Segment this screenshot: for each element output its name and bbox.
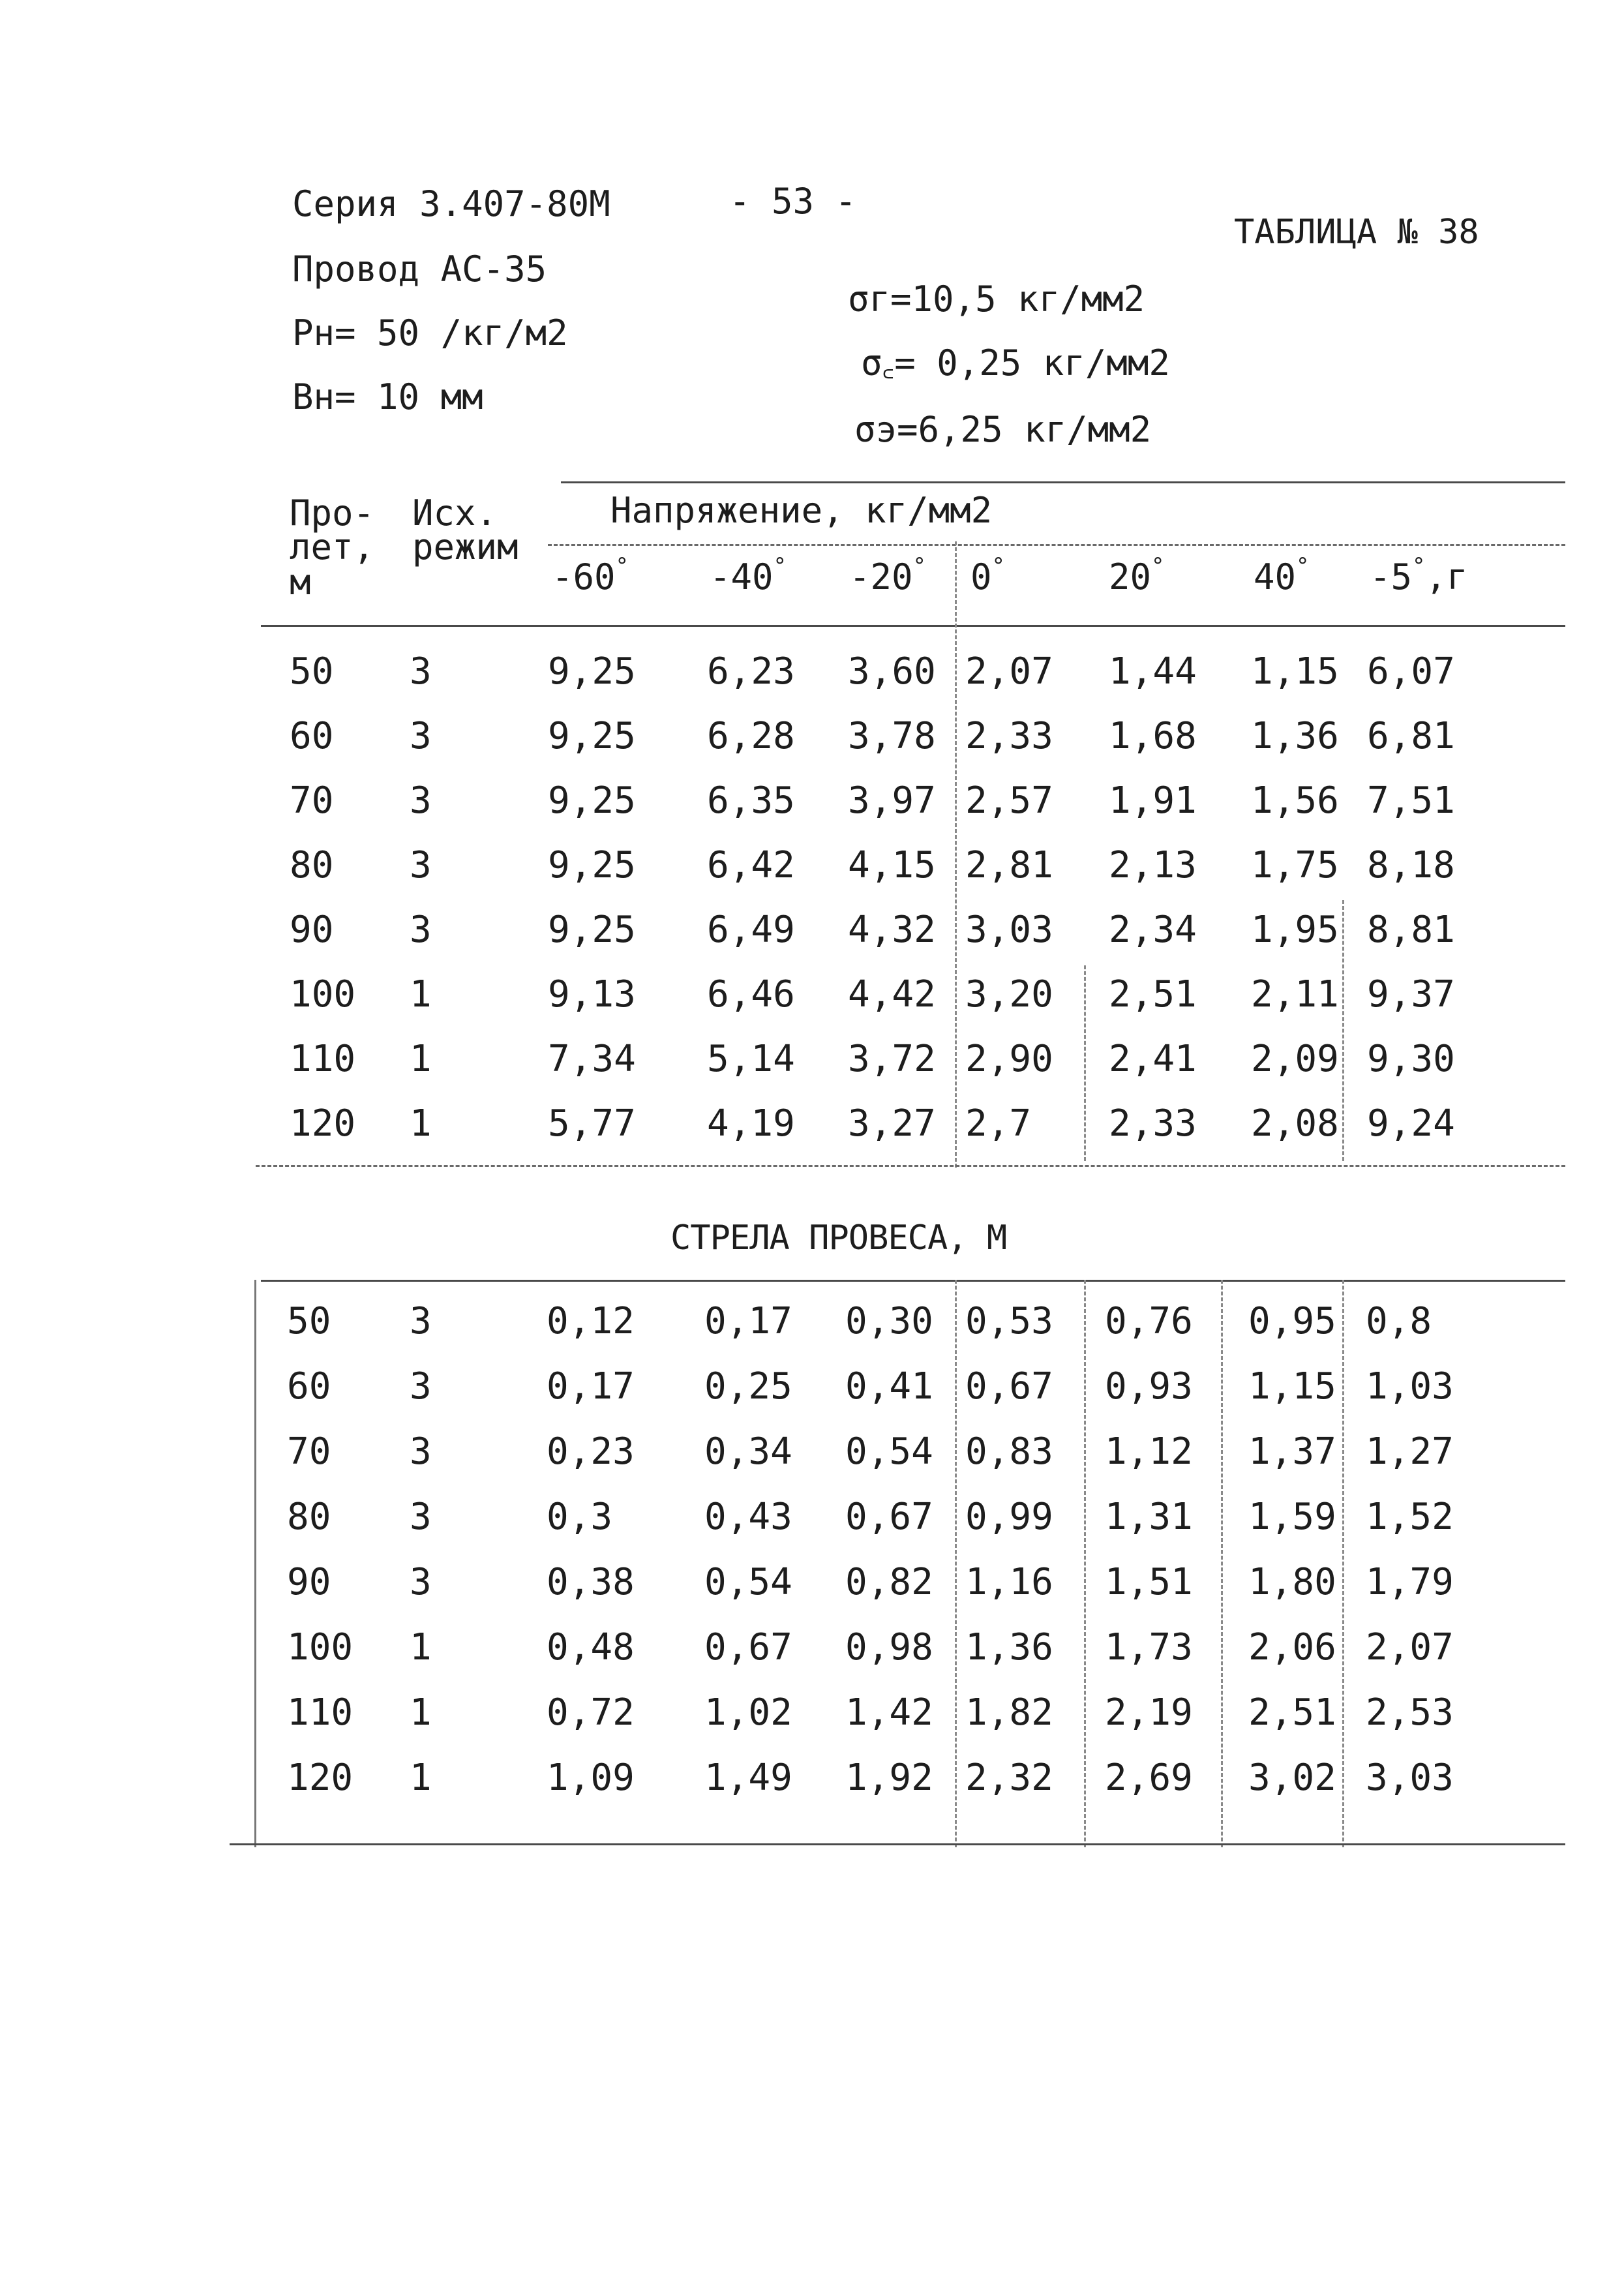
sag-value-cell: 2,69: [1105, 1757, 1193, 1799]
stress-value-cell: 6,35: [707, 779, 795, 822]
sag-value-cell: 1,79: [1366, 1561, 1454, 1603]
sag-value-cell: 0,67: [965, 1365, 1053, 1408]
stress-span-cell: 120: [290, 1102, 356, 1145]
stress-value-cell: 1,15: [1251, 650, 1339, 693]
sag-value-cell: 1,80: [1248, 1561, 1336, 1603]
sigma-e-param: σэ=6,25 кг/мм2: [854, 409, 1152, 450]
sag-value-cell: 0,48: [547, 1626, 635, 1669]
sag-value-cell: 0,38: [547, 1561, 635, 1603]
stress-value-cell: 2,13: [1109, 844, 1197, 886]
stress-value-cell: 2,51: [1109, 973, 1197, 1016]
stress-value-cell: 1,36: [1251, 715, 1339, 757]
stress-subheader-rule: [548, 544, 1565, 546]
stress-mode-cell: 3: [410, 650, 432, 693]
stress-value-cell: 6,49: [707, 909, 795, 951]
sag-separator-20deg: [1084, 1280, 1086, 1847]
stress-value-cell: 2,07: [965, 650, 1053, 693]
sag-value-cell: 0,99: [965, 1496, 1053, 1538]
sag-value-cell: 0,54: [704, 1561, 792, 1603]
sag-value-cell: 0,83: [965, 1430, 1053, 1473]
sag-separator-0deg: [955, 1280, 957, 1847]
stress-span-cell: 110: [290, 1038, 356, 1080]
sag-mode-cell: 3: [410, 1365, 432, 1408]
sag-value-cell: 0,17: [547, 1365, 635, 1408]
sag-value-cell: 0,67: [704, 1626, 792, 1669]
column-separator-m5deg: [1342, 900, 1344, 1161]
sag-value-cell: 3,02: [1248, 1757, 1336, 1799]
stress-value-cell: 9,25: [548, 844, 636, 886]
stress-value-cell: 4,19: [707, 1102, 795, 1145]
sag-value-cell: 0,17: [704, 1300, 792, 1342]
sag-value-cell: 1,52: [1366, 1496, 1454, 1538]
stress-value-cell: 3,03: [965, 909, 1053, 951]
stress-value-cell: 5,14: [707, 1038, 795, 1080]
stress-value-cell: 6,23: [707, 650, 795, 693]
stress-value-cell: 2,41: [1109, 1038, 1197, 1080]
header-bottom-rule: [261, 625, 1565, 627]
stress-span-cell: 80: [290, 844, 334, 886]
stress-value-cell: 6,28: [707, 715, 795, 757]
stress-value-cell: 6,07: [1367, 650, 1455, 693]
stress-value-cell: 1,56: [1251, 779, 1339, 822]
sag-value-cell: 2,19: [1105, 1691, 1193, 1734]
temp-header-20: 20°: [1109, 553, 1165, 597]
sag-span-cell: 110: [287, 1691, 353, 1734]
sag-span-cell: 90: [287, 1561, 331, 1603]
sag-value-cell: 1,59: [1248, 1496, 1336, 1538]
sag-value-cell: 1,73: [1105, 1626, 1193, 1669]
stress-value-cell: 2,34: [1109, 909, 1197, 951]
sag-value-cell: 1,09: [547, 1757, 635, 1799]
stress-value-cell: 6,81: [1367, 715, 1455, 757]
stress-value-cell: 2,90: [965, 1038, 1053, 1080]
stress-value-cell: 2,08: [1251, 1102, 1339, 1145]
sag-value-cell: 3,03: [1366, 1757, 1454, 1799]
sag-value-cell: 1,82: [965, 1691, 1053, 1734]
column-separator-0deg: [955, 541, 957, 1168]
stress-value-cell: 6,46: [707, 973, 795, 1016]
stress-span-cell: 90: [290, 909, 334, 951]
sag-value-cell: 0,67: [845, 1496, 933, 1538]
stress-value-cell: 3,20: [965, 973, 1053, 1016]
sag-bottom-rule: [230, 1843, 1565, 1845]
sag-value-cell: 1,12: [1105, 1430, 1193, 1473]
sag-value-cell: 1,15: [1248, 1365, 1336, 1408]
sag-value-cell: 1,37: [1248, 1430, 1336, 1473]
stress-mode-cell: 1: [410, 973, 432, 1016]
stress-span-cell: 70: [290, 779, 334, 822]
sag-left-border: [254, 1280, 256, 1847]
stress-span-cell: 100: [290, 973, 356, 1016]
stress-value-cell: 1,91: [1109, 779, 1197, 822]
sag-value-cell: 0,54: [845, 1430, 933, 1473]
pressure-param: Рн= 50 /кг/м2: [292, 312, 568, 354]
stress-value-cell: 8,18: [1367, 844, 1455, 886]
stress-value-cell: 3,60: [848, 650, 936, 693]
sag-value-cell: 2,06: [1248, 1626, 1336, 1669]
sag-value-cell: 0,72: [547, 1691, 635, 1734]
temp-header-0: 0°: [970, 553, 1005, 597]
stress-value-cell: 2,33: [1109, 1102, 1197, 1145]
column-separator-20deg: [1084, 965, 1086, 1161]
sag-value-cell: 1,27: [1366, 1430, 1454, 1473]
sag-top-rule: [261, 1280, 1565, 1282]
sag-value-cell: 1,51: [1105, 1561, 1193, 1603]
stress-value-cell: 2,57: [965, 779, 1053, 822]
sag-value-cell: 1,49: [704, 1757, 792, 1799]
sag-mode-cell: 1: [410, 1757, 432, 1799]
stress-mode-cell: 3: [410, 779, 432, 822]
table-top-rule: [561, 481, 1565, 483]
sag-value-cell: 0,93: [1105, 1365, 1193, 1408]
stress-value-cell: 4,32: [848, 909, 936, 951]
sag-value-cell: 0,41: [845, 1365, 933, 1408]
span-header-line2: лет,: [290, 526, 375, 567]
sag-value-cell: 1,02: [704, 1691, 792, 1734]
sag-value-cell: 2,53: [1366, 1691, 1454, 1734]
stress-value-cell: 2,7: [965, 1102, 1032, 1145]
sag-mode-cell: 1: [410, 1626, 432, 1669]
sag-mode-cell: 3: [410, 1561, 432, 1603]
sag-value-cell: 0,98: [845, 1626, 933, 1669]
sag-value-cell: 1,16: [965, 1561, 1053, 1603]
stress-value-cell: 1,75: [1251, 844, 1339, 886]
temp-header-m40: -40°: [710, 553, 787, 597]
sag-value-cell: 1,36: [965, 1626, 1053, 1669]
stress-value-cell: 7,34: [548, 1038, 636, 1080]
sag-mode-cell: 3: [410, 1300, 432, 1342]
temp-header-m60: -60°: [552, 553, 629, 597]
stress-mode-cell: 3: [410, 715, 432, 757]
sag-value-cell: 1,31: [1105, 1496, 1193, 1538]
temp-header-m20: -20°: [849, 553, 927, 597]
stress-header: Напряжение, кг/мм2: [610, 490, 993, 531]
stress-value-cell: 2,11: [1251, 973, 1339, 1016]
sigma-g-param: σг=10,5 кг/мм2: [848, 279, 1145, 320]
stress-value-cell: 8,81: [1367, 909, 1455, 951]
stress-value-cell: 2,09: [1251, 1038, 1339, 1080]
stress-value-cell: 3,78: [848, 715, 936, 757]
sag-mode-cell: 1: [410, 1691, 432, 1734]
sag-span-cell: 50: [287, 1300, 331, 1342]
sag-value-cell: 0,76: [1105, 1300, 1193, 1342]
stress-value-cell: 7,51: [1367, 779, 1455, 822]
sag-value-cell: 0,53: [965, 1300, 1053, 1342]
sag-value-cell: 0,25: [704, 1365, 792, 1408]
stress-value-cell: 9,25: [548, 909, 636, 951]
stress-value-cell: 9,30: [1367, 1038, 1455, 1080]
stress-mode-cell: 3: [410, 909, 432, 951]
sag-value-cell: 0,3: [547, 1496, 613, 1538]
table-number: ТАБЛИЦА № 38: [1234, 213, 1479, 252]
stress-value-cell: 2,81: [965, 844, 1053, 886]
stress-value-cell: 9,24: [1367, 1102, 1455, 1145]
stress-value-cell: 9,25: [548, 715, 636, 757]
sag-value-cell: 0,30: [845, 1300, 933, 1342]
stress-mode-cell: 1: [410, 1102, 432, 1145]
sag-value-cell: 1,03: [1366, 1365, 1454, 1408]
stress-value-cell: 1,68: [1109, 715, 1197, 757]
sag-mode-cell: 3: [410, 1430, 432, 1473]
stress-mode-cell: 3: [410, 844, 432, 886]
ice-param: Вн= 10 мм: [292, 376, 483, 417]
sag-value-cell: 0,82: [845, 1561, 933, 1603]
sag-value-cell: 0,95: [1248, 1300, 1336, 1342]
sag-value-cell: 1,42: [845, 1691, 933, 1734]
stress-value-cell: 5,77: [548, 1102, 636, 1145]
mode-header-line1: Исх.: [412, 492, 498, 534]
stress-value-cell: 3,27: [848, 1102, 936, 1145]
sag-span-cell: 80: [287, 1496, 331, 1538]
sag-span-cell: 70: [287, 1430, 331, 1473]
sag-value-cell: 0,34: [704, 1430, 792, 1473]
sag-value-cell: 2,51: [1248, 1691, 1336, 1734]
mode-header-line2: режим: [412, 526, 519, 567]
stress-value-cell: 2,33: [965, 715, 1053, 757]
temp-header-m5: -5°,г: [1370, 553, 1468, 597]
stress-value-cell: 9,13: [548, 973, 636, 1016]
stress-bottom-rule: [256, 1165, 1565, 1167]
stress-value-cell: 1,44: [1109, 650, 1197, 693]
sag-value-cell: 0,43: [704, 1496, 792, 1538]
temp-header-40: 40°: [1254, 553, 1310, 597]
sag-section-title: СТРЕЛА ПРОВЕСА, М: [670, 1218, 1007, 1258]
stress-span-cell: 50: [290, 650, 334, 693]
span-header-line3: м: [290, 562, 311, 603]
sag-separator-40deg: [1221, 1280, 1223, 1847]
stress-value-cell: 4,42: [848, 973, 936, 1016]
sigma-c-param: σ꜀= 0,25 кг/мм2: [861, 342, 1170, 384]
sag-value-cell: 2,32: [965, 1757, 1053, 1799]
sag-span-cell: 60: [287, 1365, 331, 1408]
sag-mode-cell: 3: [410, 1496, 432, 1538]
series-label: Серия 3.407-80М: [292, 183, 610, 224]
stress-span-cell: 60: [290, 715, 334, 757]
sag-separator-m5deg: [1342, 1280, 1344, 1847]
stress-value-cell: 4,15: [848, 844, 936, 886]
sag-value-cell: 0,12: [547, 1300, 635, 1342]
sag-value-cell: 2,07: [1366, 1626, 1454, 1669]
stress-value-cell: 3,97: [848, 779, 936, 822]
stress-value-cell: 9,25: [548, 650, 636, 693]
sag-span-cell: 100: [287, 1626, 353, 1669]
stress-mode-cell: 1: [410, 1038, 432, 1080]
wire-type: Провод АС-35: [292, 249, 547, 290]
sag-value-cell: 0,23: [547, 1430, 635, 1473]
stress-value-cell: 1,95: [1251, 909, 1339, 951]
stress-value-cell: 9,25: [548, 779, 636, 822]
stress-value-cell: 9,37: [1367, 973, 1455, 1016]
sag-value-cell: 1,92: [845, 1757, 933, 1799]
stress-value-cell: 6,42: [707, 844, 795, 886]
span-header-line1: Про-: [290, 492, 375, 534]
stress-value-cell: 3,72: [848, 1038, 936, 1080]
page-number: - 53 -: [729, 181, 857, 222]
sag-value-cell: 0,8: [1366, 1300, 1432, 1342]
sag-span-cell: 120: [287, 1757, 353, 1799]
